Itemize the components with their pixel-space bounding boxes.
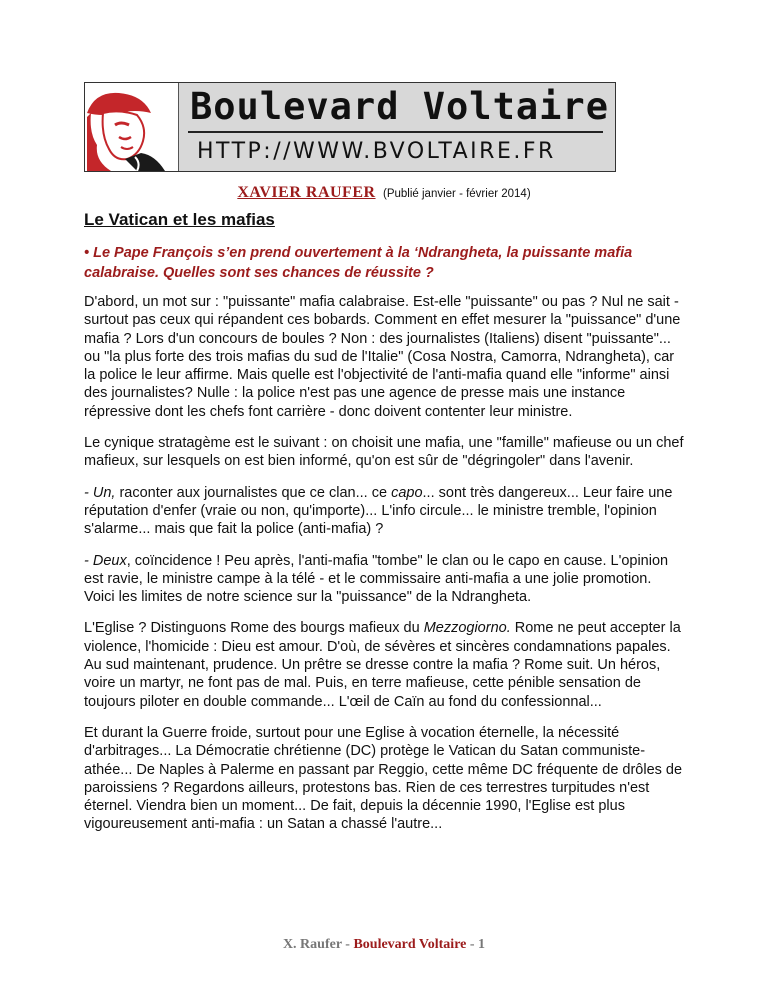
paragraph-4-lead: - Deux — [84, 552, 127, 569]
page-footer — [0, 937, 768, 953]
author-name: XAVIER RAUFER — [237, 184, 376, 201]
paragraph-3-capo: capo — [391, 484, 423, 501]
footer-site: Boulevard Voltaire — [353, 937, 467, 952]
paragraph-5-mezzogiorno: Mezzogiorno. — [423, 620, 511, 637]
article-body — [84, 293, 684, 847]
paragraph-4 — [84, 552, 684, 607]
banner-divider — [188, 131, 603, 133]
article-lead-question: • Le Pape François s’en prend ouvertement à la ‘Ndrangheta, la puissante mafia calabraise. Quelles sont ses chances de réussite ? — [84, 245, 633, 281]
paragraph-3-text-b: ... sont très dangereux... Leur faire une réputation d'enfer (vraie ou non, qu'importe)... L'info circule... le ministre tremble, l'opinion s'alarme... mais que fait la police (anti-mafia) ? — [84, 484, 673, 538]
page-number: 1 — [478, 937, 486, 952]
paragraph-6: Et durant la Guerre froide, surtout pour une Eglise à vocation éternelle, la nécessité d'arbitrages... La Démocratie chrétienne (DC) protège le Vatican du Satan communiste-athée... De Naples à Palerme en passant par Reggio, cette même DC fréquente de drôles de paroissiens ? Regardons ailleurs, protestons bas. Rien de ces terrestres turpitudes n'est éternel. Viendra bien un moment... De fait, depuis la décennie 1990, l'Eglise est plus vigoureusement anti-mafia : un Satan a chassé l'autre... — [84, 724, 683, 833]
paragraph-2: Le cynique stratagème est le suivant : on choisit une mafia, une "famille" mafieuse ou un chef mafieux, sur lesquels on est bien informé, qu'on est sûr de "dégringoler" dans l'avenir. — [84, 435, 684, 470]
byline — [0, 184, 768, 202]
article-title: Le Vatican et les mafias — [84, 210, 275, 229]
site-banner — [84, 82, 616, 172]
footer-separator-2: - — [466, 937, 479, 952]
paragraph-3-text-a: raconter aux journalistes que ce clan... ce — [115, 484, 392, 501]
site-name: Boulevard Voltaire — [190, 85, 609, 128]
paragraph-3 — [84, 484, 684, 539]
voltaire-portrait-logo-icon — [85, 83, 179, 171]
footer-separator: - — [341, 937, 354, 952]
paragraph-3-lead: - Un, — [84, 484, 116, 501]
paragraph-5 — [84, 619, 684, 710]
paragraph-1: D'abord, un mot sur : "puissante" mafia calabraise. Est-elle "puissante" ou pas ? Nul ne sait - surtout pas ceux qui répandent ces bobards. Comment en effet mesurer la "puissance" d'une mafia ? Lors d'un concours de boules ? Non : des journalistes (Italiens) disent "puissante"... ou "la plus forte des trois mafias du sud de l'Italie" (Cosa Nostra, Camorra, Ndrangheta), car la police le leur affirme. Mais quelle est l'objectivité de l'anti-mafia quand elle "informe" ainsi des journalistes? Nulle : la police n'est pas une agence de presse mais une instance répressive dont les chefs font carrière - donc doivent contenter leur ministre. — [84, 294, 681, 420]
site-url: HTTP://WWW.BVOLTAIRE.FR — [197, 139, 556, 164]
footer-author: X. Raufer — [282, 937, 342, 952]
paragraph-5-text-a: L'Eglise ? Distinguons Rome des bourgs mafieux du — [84, 620, 424, 637]
paragraph-5-text-b: Rome ne peut accepter la violence, l'homicide : Dieu est amour. D'où, de sévères et sincères condamnations papales. Au sud maintenant, prudence. Un prêtre se dresse contre la mafia ? Rome suit. Un héros, voire un martyr, ne font pas de mal. Puis, en terre mafieuse, cette pénible sensation de toujours piloter en double commande... L'œil de Caïn au fond du confessionnal... — [84, 620, 681, 710]
publication-date: (Publié janvier - février 2014) — [383, 188, 531, 200]
paragraph-4-text: , coïncidence ! Peu après, l'anti-mafia "tombe" le clan ou le capo en cause. L'opinion est ravie, le ministre campe à la télé - et le commissaire anti-mafia a une jolie promotion. Voici les limites de notre science sur la "puissance" de la Ndrangheta. — [84, 552, 669, 606]
